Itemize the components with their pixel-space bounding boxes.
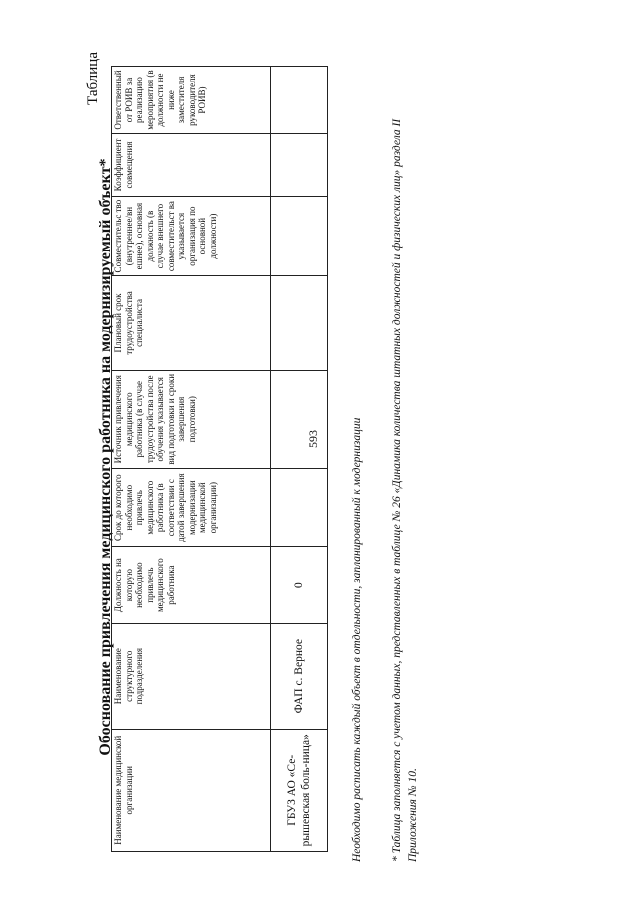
header-position: Должность на которую необходимо привлечь медицинского работника (112, 547, 271, 623)
header-deadline: Срок до которого необходимо привлечь медицинского работника (в соответствии с датой завершения модернизации медицинской организации) (112, 468, 271, 547)
table-row (271, 67, 328, 852)
justification-table (111, 66, 328, 852)
cell-deadline (271, 468, 328, 547)
table-label: Таблица (85, 52, 101, 105)
header-organization: Наименование медицинской организации (112, 729, 271, 851)
header-coefficient: Коэффициент совмещения (112, 134, 271, 197)
page-title: Обоснование привлечения медицинского работника на модернизируемый объект* (97, 158, 114, 756)
header-source: Источник привлечения медицинского работника (в случае трудоустройства после обучения указывается вид подготовки и сроки завершения подготовки) (112, 370, 271, 468)
cell-source (271, 370, 328, 468)
table-header-row (112, 67, 271, 852)
cell-subdivision: ФАП с. Верное (271, 623, 328, 729)
footnote-modernization: Необходимо расписать каждый объект в отдельности, запланированный к модернизации (351, 417, 363, 862)
cell-organization: ГБУЗ АО «Се-рышевская боль-ница» (271, 729, 328, 851)
cell-position: 0 (271, 547, 328, 623)
header-planned-date: Плановый срок трудоустройства специалиста (112, 276, 271, 370)
footnote-table: * Таблица заполняется с учетом данных, представленных в таблице № 26 «Динамика количества штатных должностей и физических лиц» раздела II Приложения № 10. (391, 118, 419, 862)
cell-coefficient (271, 134, 328, 197)
header-part-time: Совместительс тво (внутреннее/вн ешнее), основная должность (в случае внешнего совместительст ва указывается организация по основной должности) (112, 196, 271, 276)
cell-responsible (271, 67, 328, 134)
page-number: 593 (306, 430, 320, 448)
header-subdivision: Наименование структурного подразделения (112, 623, 271, 729)
header-responsible: Ответственный от РОИВ за реализацию мероприятия (в должности не ниже заместителя руководителя РОИВ) (112, 67, 271, 134)
cell-part-time (271, 196, 328, 276)
landscape-page (85, 52, 465, 862)
cell-planned-date (271, 276, 328, 370)
